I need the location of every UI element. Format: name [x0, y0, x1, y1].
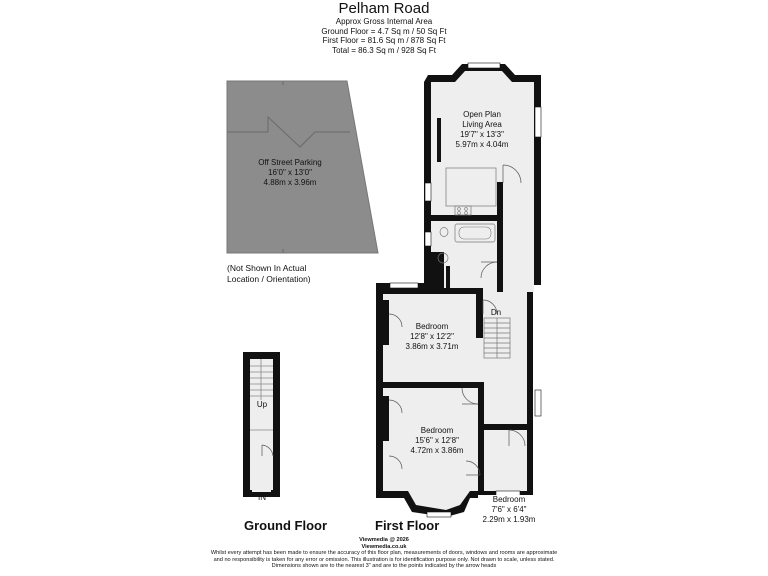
living-room-label — [440, 110, 524, 150]
bedroom-2-metric: 4.72m x 3.86m — [410, 446, 464, 455]
living-room-name: Open Plan — [463, 110, 501, 119]
parking-metric: 4.88m x 3.96m — [263, 178, 317, 187]
living-room-imperial: 19'7" x 13'3" — [460, 130, 504, 139]
bedroom-3-label — [478, 495, 540, 525]
parking-imperial: 16'0" x 13'0" — [268, 168, 312, 177]
footer-disclaimer-3: Dimensions shown are to the nearest 3" and are to the points indicated by the arrow heads — [271, 563, 497, 569]
bedroom-1-imperial: 12'8" x 12'2" — [410, 332, 454, 341]
total-area: Total = 86.3 Sq m / 928 Sq Ft — [332, 45, 436, 55]
ground-floor-title: Ground Floor — [244, 518, 328, 533]
first-floor-area: First Floor = 81.6 Sq m / 878 Sq Ft — [322, 36, 446, 45]
bedroom-2-name: Bedroom — [420, 426, 454, 435]
footer-site[interactable] — [0, 544, 768, 550]
bedroom-3-name: Bedroom — [492, 495, 526, 504]
stairs-down-label: Dn — [490, 308, 502, 317]
bedroom-2-imperial: 15'6" x 12'8" — [415, 436, 459, 445]
first-floor-title: First Floor — [375, 518, 440, 533]
parking-name: Off Street Parking — [258, 158, 322, 167]
living-room-metric: 5.97m x 4.04m — [455, 140, 509, 149]
bedroom-3-imperial: 7'6" x 6'4" — [491, 505, 527, 514]
plan-title: Pelham Road — [338, 0, 430, 17]
footer-copyright — [0, 537, 768, 543]
living-room-name2: Living Area — [462, 120, 502, 129]
ground-floor-plan — [243, 352, 280, 497]
entrance-label: IN — [258, 493, 266, 502]
parking-note-line1: (Not Shown In Actual — [227, 263, 307, 273]
parking-note-line2: Location / Orientation) — [227, 274, 311, 284]
ground-floor-area: Ground Floor = 4.7 Sq m / 50 Sq Ft — [321, 26, 447, 36]
footer-disclaimer-2: and no responsibility is taken for any error or omission. This illustration is for identification purpose only. Not drawn to scale, unless stated. — [213, 556, 555, 563]
parking-note — [227, 263, 311, 285]
footer-disclaimer-1: Whilst every attempt has been made to ensure the accuracy of this floor plan, measurements of doors, windows and rooms are approximate — [210, 550, 558, 556]
footer-site-link[interactable]: Viewmedia.co.uk — [361, 543, 407, 550]
stairs-up-label: Up — [256, 400, 268, 409]
bedroom-1-label — [395, 322, 469, 352]
bedroom-2-label — [400, 426, 474, 456]
bedroom-3-metric: 2.29m x 1.93m — [482, 515, 536, 524]
bedroom-1-name: Bedroom — [415, 322, 449, 331]
area-heading: Approx Gross Internal Area — [335, 17, 433, 26]
footer-copyright-text: Viewmedia @ 2026 — [359, 537, 409, 543]
bedroom-1-metric: 3.86m x 3.71m — [405, 342, 459, 351]
